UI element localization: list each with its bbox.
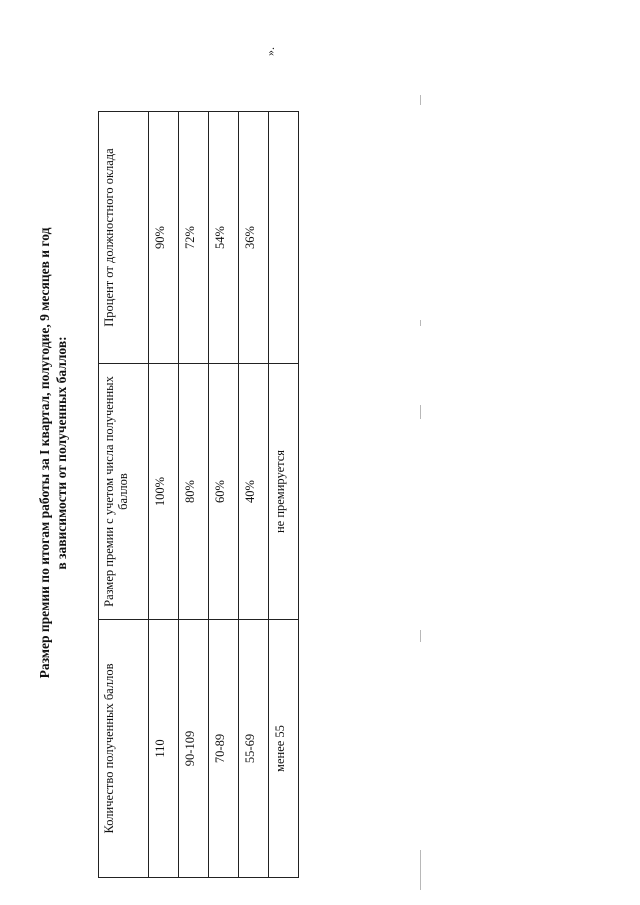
table-row bbox=[149, 112, 179, 878]
cell-points: менее 55 bbox=[269, 620, 299, 878]
cell-percent bbox=[269, 112, 299, 364]
table-header-row bbox=[99, 112, 149, 878]
scan-artifact bbox=[420, 405, 421, 419]
scan-artifact bbox=[420, 630, 421, 642]
header-salary-percent: Процент от должностного оклада bbox=[99, 112, 149, 364]
title-line-2: в зависимости от полученных баллов: bbox=[54, 336, 69, 570]
rotated-content bbox=[36, 28, 336, 878]
cell-bonus: 80% bbox=[179, 364, 209, 620]
cell-points: 110 bbox=[149, 620, 179, 878]
table-row bbox=[209, 112, 239, 878]
bonus-table bbox=[98, 111, 299, 878]
cell-percent: 72% bbox=[179, 112, 209, 364]
scan-artifact bbox=[420, 320, 421, 326]
page-title bbox=[36, 28, 70, 878]
table-row bbox=[239, 112, 269, 878]
cell-percent: 90% bbox=[149, 112, 179, 364]
cell-percent: 36% bbox=[239, 112, 269, 364]
cell-bonus: 60% bbox=[209, 364, 239, 620]
closing-quote-mark: ». bbox=[263, 47, 277, 56]
header-points: Количество полученных баллов bbox=[99, 620, 149, 878]
cell-points: 55-69 bbox=[239, 620, 269, 878]
scan-artifact bbox=[420, 850, 421, 890]
table-row bbox=[179, 112, 209, 878]
cell-points: 90-109 bbox=[179, 620, 209, 878]
cell-bonus: не премируется bbox=[269, 364, 299, 620]
table-row bbox=[269, 112, 299, 878]
cell-points: 70-89 bbox=[209, 620, 239, 878]
cell-percent: 54% bbox=[209, 112, 239, 364]
header-bonus-size: Размер премии с учетом числа полученных баллов bbox=[99, 364, 149, 620]
cell-bonus: 40% bbox=[239, 364, 269, 620]
title-line-1: Размер премии по итогам работы за I квартал, полугодие, 9 месяцев и год bbox=[37, 227, 52, 679]
cell-bonus: 100% bbox=[149, 364, 179, 620]
scan-artifact bbox=[420, 95, 421, 105]
